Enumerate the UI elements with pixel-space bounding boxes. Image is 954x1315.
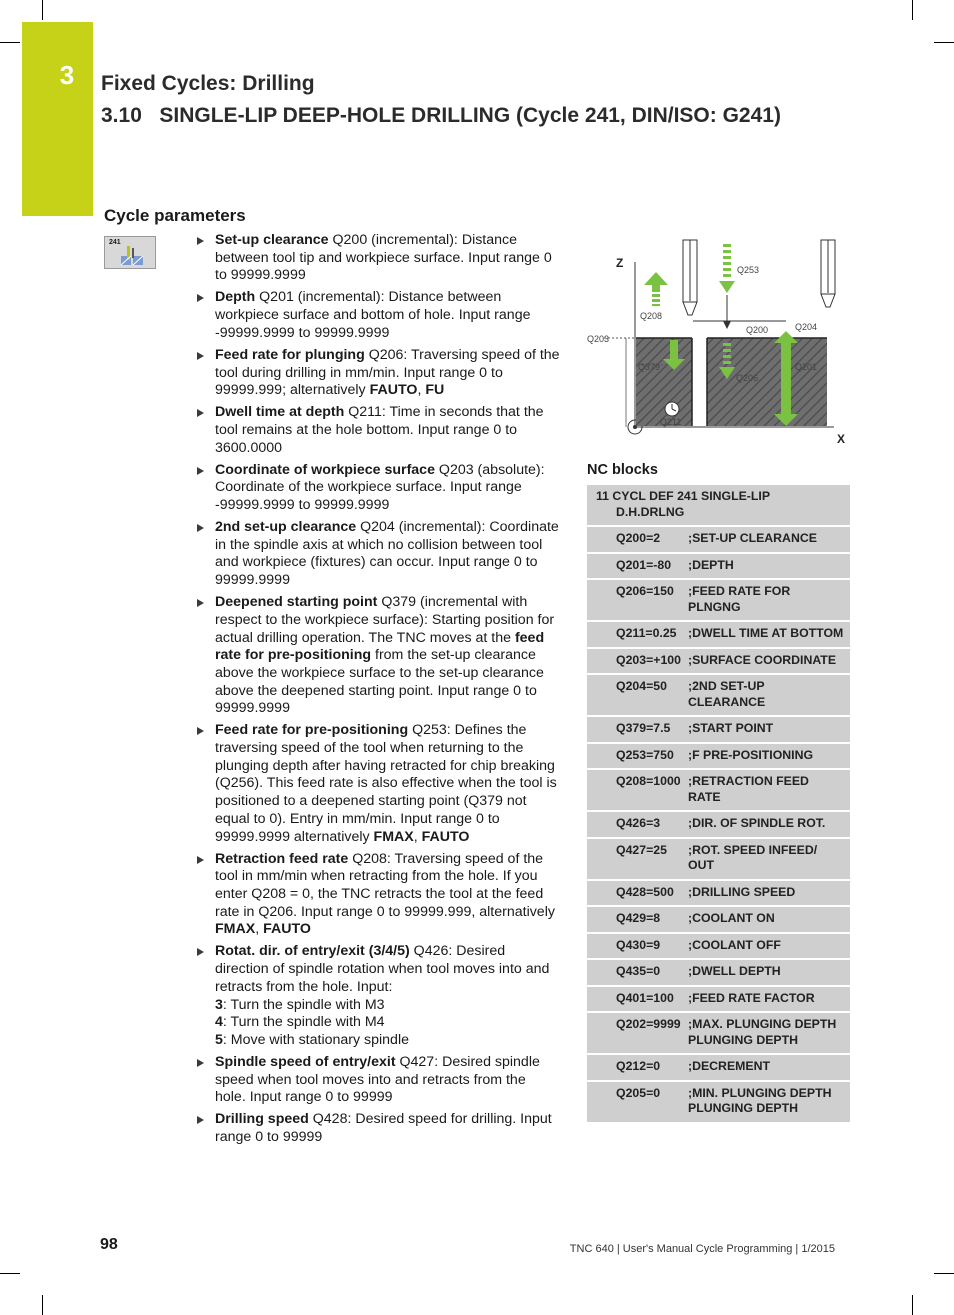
label-q204: Q204 — [795, 322, 818, 332]
crop-mark — [0, 42, 20, 43]
section-title: 3.10 SINGLE-LIP DEEP-HOLE DRILLING (Cycle 241, DIN/ISO: G241) — [101, 104, 781, 127]
table-row: Q379=7.5 ;START POINT — [587, 715, 850, 742]
table-row: Q401=100 ;FEED RATE FACTOR — [587, 985, 850, 1012]
list-item: Spindle speed of entry/exit Q427: Desired spindle speed when tool moves into and retracts from the hole. Input range 0 to 99999 — [195, 1054, 560, 1107]
chapter-title: Fixed Cycles: Drilling — [101, 72, 315, 95]
table-row: Q202=9999 ;MAX. PLUNGING DEPTH PLUNGING DEPTH — [587, 1011, 850, 1053]
parameter-list — [195, 232, 560, 1151]
arrow-q208 — [644, 272, 668, 292]
cycle-parameters-heading: Cycle parameters — [104, 206, 246, 225]
label-q208: Q208 — [640, 311, 663, 321]
z-axis-label: Z — [616, 256, 624, 270]
table-row: Q428=500 ;DRILLING SPEED — [587, 879, 850, 906]
list-item: 2nd set-up clearance Q204 (incremental): Coordinate in the spindle axis at which no collision between tool and workpiece (fixtures) can occur. Input range 0 to 99999.9999 — [195, 519, 560, 590]
cycle-softkey-icon — [104, 236, 156, 269]
list-item: Dwell time at depth Q211: Time in seconds that the tool remains at the hole bottom. Input range 0 to 3600.0000 — [195, 404, 560, 457]
list-item: Rotat. dir. of entry/exit (3/4/5) Q426: Desired direction of spindle rotation when tool moves into and retracts from the hole. Input: 3: Turn the spindle with M3 4: Turn the spindle with M4 5: Move with stationary spindle — [195, 943, 560, 1049]
crop-mark — [42, 1295, 43, 1315]
table-row: Q205=0 ;MIN. PLUNGING DEPTH PLUNGING DEPTH — [587, 1080, 850, 1122]
list-item: Feed rate for pre-positioning Q253: Defines the traversing speed of the tool when returning to the plunging depth after having retracted for chip breaking (Q256). This feed rate is also effective when the tool is positioned to a deepened starting point (Q379 not equal to 0). Entry in mm/min. Input range 0 to 99999.9999 alternatively FMAX, FAUTO — [195, 722, 560, 846]
x-axis-label: X — [837, 432, 846, 446]
list-item: Retraction feed rate Q208: Traversing speed of the tool in mm/min when retracting from the hole. If you enter Q208 = 0, the TNC retracts the tool at the feed rate in Q206. Input range 0 to 99999.999, alternatively FMAX, FAUTO — [195, 851, 560, 940]
chapter-tab — [22, 22, 93, 216]
arrow-q206 — [723, 343, 731, 346]
table-row: 11 CYCL DEF 241 SINGLE-LIP D.H.DRLNG — [596, 489, 771, 519]
softkey-label: 241 — [109, 239, 121, 246]
workpiece-left — [636, 338, 692, 426]
crop-mark — [912, 0, 913, 20]
list-item: Depth Q201 (incremental): Distance between workpiece surface and bottom of hole. Input range -99999.9999 to 99999.9999 — [195, 289, 560, 342]
label-q253: Q253 — [737, 265, 760, 275]
crop-mark — [934, 42, 954, 43]
label-q211: Q211 — [660, 417, 682, 427]
label-q203: Q203 — [587, 334, 610, 344]
tool-right — [821, 240, 835, 307]
nc-blocks-heading: NC blocks — [587, 462, 658, 478]
crop-mark — [912, 1295, 913, 1315]
table-row: Q426=3 ;DIR. OF SPINDLE ROT. — [587, 810, 850, 837]
list-item: Feed rate for plunging Q206: Traversing speed of the tool during drilling in mm/min. Input range 0 to 99999.999; alternatively FAUTO, FU — [195, 347, 560, 400]
table-row: Q427=25 ;ROT. SPEED INFEED/ OUT — [587, 837, 850, 879]
table-row: Q435=0 ;DWELL DEPTH — [587, 958, 850, 985]
chapter-number: 3 — [59, 60, 75, 90]
label-q379: Q379 — [638, 362, 661, 372]
arrow-q253 — [723, 244, 731, 247]
label-q201: Q201 — [795, 362, 818, 372]
table-row: Q208=1000 ;RETRACTION FEED RATE — [587, 768, 850, 810]
list-item: Drilling speed Q428: Desired speed for drilling. Input range 0 to 99999 — [195, 1111, 560, 1146]
table-row: Q211=0.25 ;DWELL TIME AT BOTTOM — [587, 620, 850, 647]
label-q206: Q206 — [736, 373, 759, 383]
list-item: Deepened starting point Q379 (incremental with respect to the workpiece surface): Starting position for actual drilling operation. The TNC moves at the feed rate for pre-positioning from the set-up clearance above the workpiece surface to the set-up clearance above the deepened starting point. Input range 0 to 99999.9999 — [195, 594, 560, 718]
table-row: Q204=50 ;2ND SET-UP CLEARANCE — [587, 673, 850, 715]
table-row: Q200=2 ;SET-UP CLEARANCE — [587, 525, 850, 552]
page-number: 98 — [100, 1236, 118, 1253]
crop-mark — [0, 1273, 20, 1274]
table-row: Q203=+100 ;SURFACE COORDINATE — [587, 647, 850, 674]
list-item: Coordinate of workpiece surface Q203 (absolute): Coordinate of the workpiece surface. Input range -99999.9999 to 99999.9999 — [195, 462, 560, 515]
table-row: Q206=150 ;FEED RATE FOR PLNGNG — [587, 578, 850, 620]
table-row: Q430=9 ;COOLANT OFF — [587, 932, 850, 959]
crop-mark — [42, 0, 43, 20]
drill-graphic — [105, 237, 155, 268]
cycle-diagram — [586, 237, 850, 449]
crop-mark — [934, 1273, 954, 1274]
list-item: Set-up clearance Q200 (incremental): Distance between tool tip and workpiece surface. Input range 0 to 99999.9999 — [195, 232, 560, 285]
table-row: Q253=750 ;F PRE-POSITIONING — [587, 742, 850, 769]
table-row: Q429=8 ;COOLANT ON — [587, 905, 850, 932]
label-q200: Q200 — [746, 325, 769, 335]
table-row: Q201=-80 ;DEPTH — [587, 552, 850, 579]
table-row: Q212=0 ;DECREMENT — [587, 1053, 850, 1080]
tool-left — [683, 240, 697, 315]
footer-text: TNC 640 | User's Manual Cycle Programming | 1/2015 — [569, 1243, 835, 1255]
nc-blocks-table — [587, 485, 850, 1122]
